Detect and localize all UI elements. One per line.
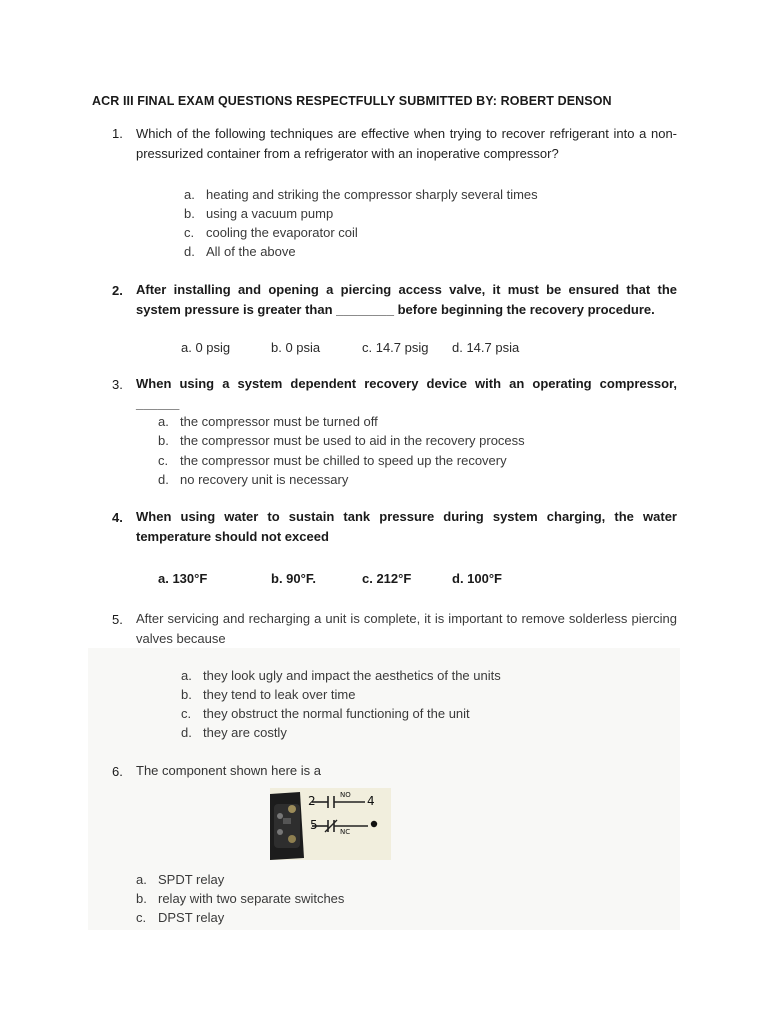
- option-letter: b.: [136, 891, 147, 906]
- option-text: the compressor must be used to aid in the recovery process: [180, 433, 525, 448]
- terminal-label: NC: [340, 828, 351, 836]
- question-number: 5.: [112, 612, 123, 627]
- answer-option[interactable]: c. 14.7 psig: [362, 340, 429, 355]
- option-text: heating and striking the compressor sharply several times: [206, 187, 538, 202]
- answer-option[interactable]: [158, 414, 378, 429]
- option-text: no recovery unit is necessary: [180, 472, 349, 487]
- question-text: The component shown here is a: [136, 763, 321, 778]
- option-letter: d.: [184, 244, 195, 259]
- answer-option[interactable]: [184, 187, 538, 202]
- answer-option[interactable]: a. 130°F: [158, 571, 208, 586]
- answer-option[interactable]: c. 212°F: [362, 571, 412, 586]
- option-text: All of the above: [206, 244, 296, 259]
- answer-option[interactable]: d. 100°F: [452, 571, 502, 586]
- option-text: they tend to leak over time: [203, 687, 356, 702]
- option-letter: b.: [158, 433, 169, 448]
- option-text: they obstruct the normal functioning of the unit: [203, 706, 470, 721]
- document-title: ACR III FINAL EXAM QUESTIONS RESPECTFULLY SUBMITTED BY: ROBERT DENSON: [92, 94, 612, 108]
- option-text: DPST relay: [158, 910, 225, 925]
- question-number: 3.: [112, 377, 123, 392]
- answer-option[interactable]: d. 14.7 psia: [452, 340, 520, 355]
- option-letter: a.: [181, 668, 192, 683]
- answer-option[interactable]: [158, 433, 525, 448]
- option-text: they look ugly and impact the aesthetics of the units: [203, 668, 501, 683]
- question-number: 1.: [112, 126, 123, 141]
- option-letter: d.: [181, 725, 192, 740]
- option-letter: d.: [158, 472, 169, 487]
- relay-diagram: [270, 788, 391, 860]
- option-text: the compressor must be turned off: [180, 414, 378, 429]
- question-number: 4.: [112, 510, 123, 525]
- option-letter: a.: [158, 414, 169, 429]
- answer-option[interactable]: [136, 891, 344, 906]
- option-letter: b.: [181, 687, 192, 702]
- option-letter: c.: [181, 706, 192, 721]
- question-number: 2.: [112, 283, 123, 298]
- question-text: After installing and opening a piercing access valve, it must be ensured that the system pressure is greater than ________ before beginning the recovery procedure.: [136, 282, 677, 317]
- option-text: they are costly: [203, 725, 287, 740]
- option-letter: c.: [184, 225, 195, 240]
- answer-option[interactable]: [158, 472, 348, 487]
- answer-option[interactable]: [184, 244, 296, 259]
- question-text: After servicing and recharging a unit is complete, it is important to remove solderless piercing valves because: [136, 611, 677, 646]
- terminal-label: NO: [340, 791, 351, 799]
- option-letter: b.: [184, 206, 195, 221]
- answer-option[interactable]: [158, 453, 507, 468]
- terminal-label: 5: [310, 818, 318, 832]
- answer-option[interactable]: [181, 687, 355, 702]
- answer-option[interactable]: [181, 725, 287, 740]
- option-text: SPDT relay: [158, 872, 225, 887]
- option-letter: a.: [136, 872, 147, 887]
- question-text: When using a system dependent recovery device with an operating compressor, ______: [136, 376, 677, 411]
- relay-photo: [270, 788, 391, 860]
- option-letter: c.: [136, 910, 147, 925]
- option-text: cooling the evaporator coil: [206, 225, 358, 240]
- answer-option[interactable]: [181, 668, 501, 683]
- terminal-label: 2: [308, 794, 316, 808]
- answer-option[interactable]: [184, 206, 333, 221]
- question-number: 6.: [112, 764, 123, 779]
- terminal-label: 4: [367, 794, 375, 808]
- option-text: the compressor must be chilled to speed up the recovery: [180, 453, 507, 468]
- answer-option[interactable]: [136, 872, 224, 887]
- answer-option[interactable]: b. 0 psia: [271, 340, 321, 355]
- question-text: When using water to sustain tank pressure during system charging, the water temperature should not exceed: [136, 509, 677, 544]
- answer-option[interactable]: [181, 706, 470, 721]
- option-letter: a.: [184, 187, 195, 202]
- answer-option[interactable]: b. 90°F.: [271, 571, 316, 586]
- answer-option[interactable]: [136, 910, 224, 925]
- question-text: Which of the following techniques are effective when trying to recover refrigerant into a non-pressurized container from a refrigerator with an inoperative compressor?: [136, 126, 677, 161]
- option-text: using a vacuum pump: [206, 206, 334, 221]
- answer-option[interactable]: [184, 225, 358, 240]
- option-letter: c.: [158, 453, 169, 468]
- answer-option[interactable]: a. 0 psig: [181, 340, 231, 355]
- option-text: relay with two separate switches: [158, 891, 345, 906]
